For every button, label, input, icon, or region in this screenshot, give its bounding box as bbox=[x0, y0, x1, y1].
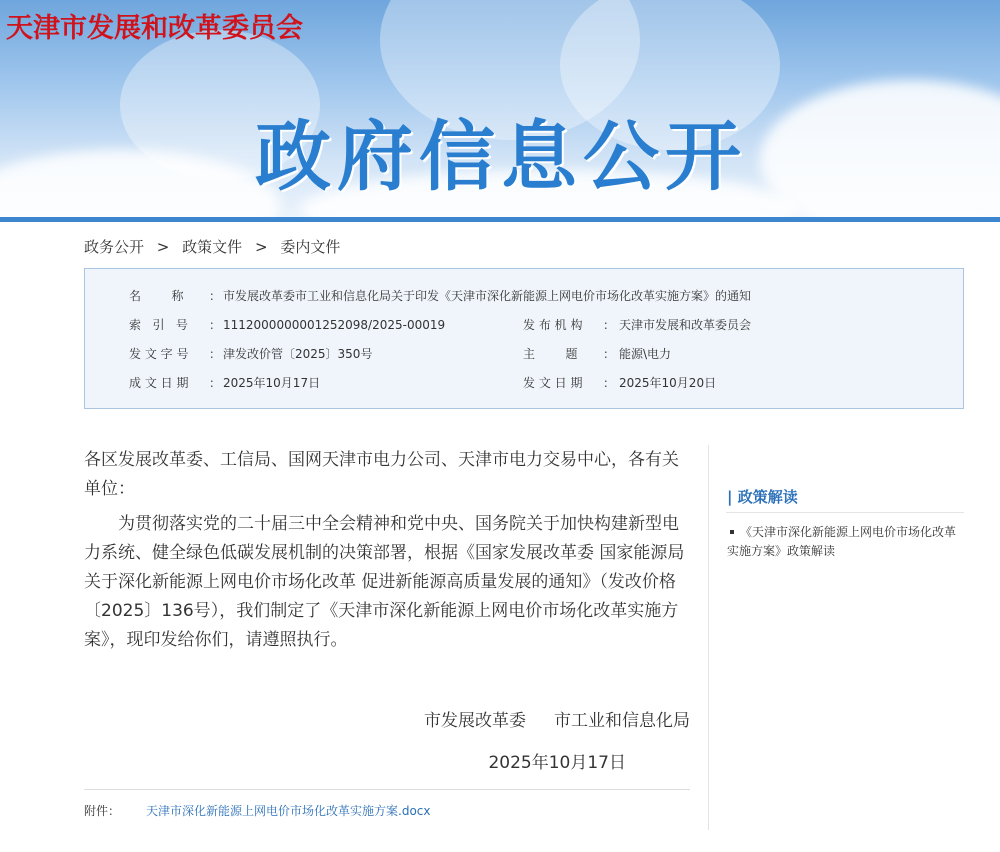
banner-title: 政府信息公开 bbox=[255, 112, 747, 201]
value: 天津市发展和改革委员会 bbox=[619, 318, 752, 332]
info-topic bbox=[523, 344, 671, 364]
colon: ： bbox=[603, 318, 616, 332]
salutation: 各区发展改革委、工信局、国网天津市电力公司、天津市电力交易中心，各有关单位： bbox=[84, 450, 679, 499]
signer: 市发展改革委 bbox=[424, 711, 526, 731]
breadcrumb-item[interactable]: 委内文件 bbox=[280, 238, 341, 256]
column-divider bbox=[708, 445, 709, 830]
attachment bbox=[84, 802, 431, 819]
decor bbox=[760, 80, 1000, 222]
sidebar-link-label[interactable]: 《天津市深化新能源上网电价市场化改革实施方案》政策解读 bbox=[727, 525, 957, 558]
value: 1112000000001252098/2025-00019 bbox=[223, 318, 446, 332]
value: 能源\电力 bbox=[619, 347, 672, 361]
divider bbox=[84, 789, 690, 790]
label: 发 文 日 期 bbox=[523, 376, 583, 390]
label: 发 文 字 号 bbox=[129, 347, 189, 361]
label: 名 称 bbox=[129, 289, 184, 303]
body-paragraph: 为贯彻落实党的二十届三中全会精神和党中央、国务院关于加快构建新型电力系统、健全绿色低碳发展机制的决策部署，根据《国家发展改革委 国家能源局关于深化新能源上网电价市场化改革 促进新能源高质量发展的通知》（发改价格〔2025〕136号），我们制定了《天津市深化新能源上网电价市场化改革实施方案》，现印发给你们，请遵照执行。 bbox=[84, 514, 685, 650]
value: 2025年10月17日 bbox=[223, 376, 321, 390]
breadcrumb-separator: > bbox=[254, 238, 268, 256]
value: 2025年10月20日 bbox=[619, 376, 717, 390]
signer: 市工业和信息化局 bbox=[554, 711, 690, 731]
header-banner bbox=[0, 0, 1000, 222]
breadcrumb-separator: > bbox=[156, 238, 170, 256]
info-publisher bbox=[523, 315, 751, 335]
site-title[interactable]: 天津市发展和改革委员会 bbox=[6, 13, 303, 44]
document-date: 2025年10月17日 bbox=[488, 753, 626, 773]
banner-divider bbox=[0, 217, 1000, 222]
info-written-date bbox=[129, 373, 320, 393]
value: 津发改价管〔2025〕350号 bbox=[223, 347, 373, 361]
colon: ： bbox=[209, 318, 222, 332]
breadcrumb-item[interactable]: 政务公开 bbox=[84, 238, 145, 256]
colon: ： bbox=[603, 347, 616, 361]
divider bbox=[726, 512, 964, 513]
label: 发 布 机 构 bbox=[523, 318, 583, 332]
breadcrumb bbox=[84, 236, 348, 257]
breadcrumb-item[interactable]: 政策文件 bbox=[182, 238, 243, 256]
info-name bbox=[129, 286, 751, 306]
info-issued-date bbox=[523, 373, 716, 393]
attachment-link[interactable]: 天津市深化新能源上网电价市场化改革实施方案.docx bbox=[146, 804, 431, 818]
bullet-icon bbox=[730, 530, 734, 534]
info-docno bbox=[129, 344, 372, 364]
attachment-label: 附件： bbox=[84, 804, 121, 818]
document-info-box bbox=[84, 268, 964, 409]
colon: ： bbox=[603, 376, 616, 390]
sidebar-title: | 政策解读 bbox=[727, 488, 798, 506]
colon: ： bbox=[209, 376, 222, 390]
document-body bbox=[84, 446, 690, 655]
value: 市发展改革委市工业和信息化局关于印发《天津市深化新能源上网电价市场化改革实施方案》的通知 bbox=[223, 289, 752, 303]
signature bbox=[84, 706, 690, 731]
label: 主 题 bbox=[523, 347, 578, 361]
info-index bbox=[129, 315, 445, 335]
label: 成 文 日 期 bbox=[129, 376, 189, 390]
label: 索 引 号 bbox=[129, 318, 188, 332]
sidebar-link[interactable] bbox=[727, 523, 962, 561]
colon: ： bbox=[209, 289, 222, 303]
colon: ： bbox=[209, 347, 222, 361]
